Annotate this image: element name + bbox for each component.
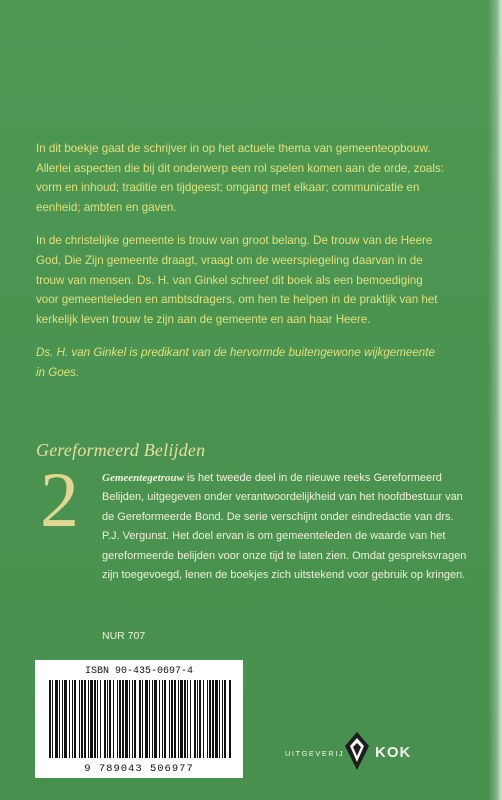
book-title: Gemeentegetrouw	[102, 472, 184, 484]
barcode-bar	[107, 680, 108, 758]
barcode-bar	[125, 680, 128, 758]
barcode-bar	[215, 680, 218, 758]
barcode-bar	[162, 680, 163, 758]
barcode-bar	[149, 680, 150, 758]
barcode-bar	[224, 680, 226, 758]
barcode-bar	[164, 680, 166, 758]
barcode-bar	[203, 680, 204, 758]
barcode-bar	[119, 680, 121, 758]
barcode-bar	[94, 680, 96, 758]
author-note: Ds. H. van Ginkel is predikant van de hervormde buitengewone wijkgemeente in Goes.	[36, 346, 435, 379]
barcode-bar	[97, 680, 98, 758]
blurb-paragraph-2: In de christelijke gemeente is trouw van groot belang. De trouw van de Heere God, Die Zijn gemeente draagt, vraagt om de weerspiegeling daarvan in de trouw van mensen. Ds. H. van Ginkel schreef dit boek als een bemoediging voor gemeenteleden en ambtsdragers, om hen te helpen in de praktijk van het kerkelijk leven trouw te zijn aan de gemeente en aan haar Heere.	[36, 234, 438, 326]
barcode-bar	[152, 680, 153, 758]
barcode-bar	[187, 680, 188, 758]
barcode-bar	[132, 680, 133, 758]
barcode-bar	[64, 680, 67, 758]
barcode-bars	[49, 680, 231, 758]
barcode-bar	[199, 680, 201, 758]
blurb-paragraph-1: In dit boekje gaat de schrijver in op het actuele thema van gemeenteopbouw. Allerlei aspecten die bij dit onderwerp een rol spelen komen aan de orde, zoals: vorm en inhoud; traditie en tijdgeest; omgang met elkaar; communicatie en eenheid; ambten en gaven.	[36, 142, 444, 214]
barcode-bar	[69, 680, 70, 758]
barcode-bar	[122, 680, 124, 758]
series-description	[102, 469, 467, 585]
isbn-label: ISBN 90-435-0697-4	[84, 666, 194, 677]
barcode-bar	[88, 680, 89, 758]
barcode-bar	[62, 680, 63, 758]
barcode-bar	[72, 680, 73, 758]
barcode-bar	[145, 680, 148, 758]
barcode-bar	[222, 680, 223, 758]
barcode-bar	[159, 680, 160, 758]
series-title: Gereformeerd Belijden	[36, 440, 206, 460]
barcode-bar	[171, 680, 173, 758]
barcode-bar	[142, 680, 143, 758]
barcode-bar	[194, 680, 196, 758]
barcode-bar	[180, 680, 183, 758]
barcode-bar	[174, 680, 176, 758]
barcode	[35, 660, 243, 778]
blurb	[36, 139, 446, 397]
barcode-bar	[59, 680, 60, 758]
barcode-bar	[100, 680, 101, 758]
series-number: 2	[40, 456, 79, 543]
barcode-bar	[49, 680, 51, 758]
barcode-bar	[212, 680, 214, 758]
barcode-bar	[139, 680, 141, 758]
series-description-text: is het tweede deel in de nieuwe reeks Gereformeerd Belijden, uitgegeven onder verantwoordelijkheid van het hoofdbestuur van de Gereformeerde Bond. De serie verschijnt onder eindredactie van drs. P.J. Vergunst. Het doel ervan is om gemeenteleden de waarde van het gereformeerde belijden voor onze tijd te laten zien. Omdat gespreksvragen zijn toegevoegd, lenen de boekjes zich uitstekend voor gebruik op kringen.	[102, 472, 467, 582]
barcode-bar	[81, 680, 83, 758]
barcode-number: 9 789043 506977	[84, 763, 194, 775]
barcode-bar	[79, 680, 80, 758]
barcode-bar	[178, 680, 179, 758]
barcode-bar	[55, 680, 58, 758]
barcode-bar	[117, 680, 118, 758]
barcode-bar	[113, 680, 114, 758]
barcode-bar	[84, 680, 86, 758]
barcode-bar	[197, 680, 198, 758]
barcode-bar	[74, 680, 76, 758]
barcode-bar	[184, 680, 186, 758]
barcode-bar	[229, 680, 231, 758]
publisher-name: KOK	[375, 744, 412, 761]
barcode-bar	[154, 680, 157, 758]
publisher-label: UITGEVERIJ	[285, 749, 345, 758]
barcode-bar	[129, 680, 130, 758]
barcode-bar	[90, 680, 93, 758]
barcode-bar	[52, 680, 53, 758]
barcode-bar	[207, 680, 208, 758]
barcode-bar	[190, 680, 191, 758]
barcode-bar	[209, 680, 211, 758]
barcode-bar	[104, 680, 106, 758]
barcode-bar	[109, 680, 111, 758]
barcode-bar	[134, 680, 136, 758]
barcode-bar	[169, 680, 170, 758]
barcode-bar	[219, 680, 220, 758]
publisher-emblem-icon	[345, 732, 369, 770]
nur-code: NUR 707	[102, 630, 146, 642]
